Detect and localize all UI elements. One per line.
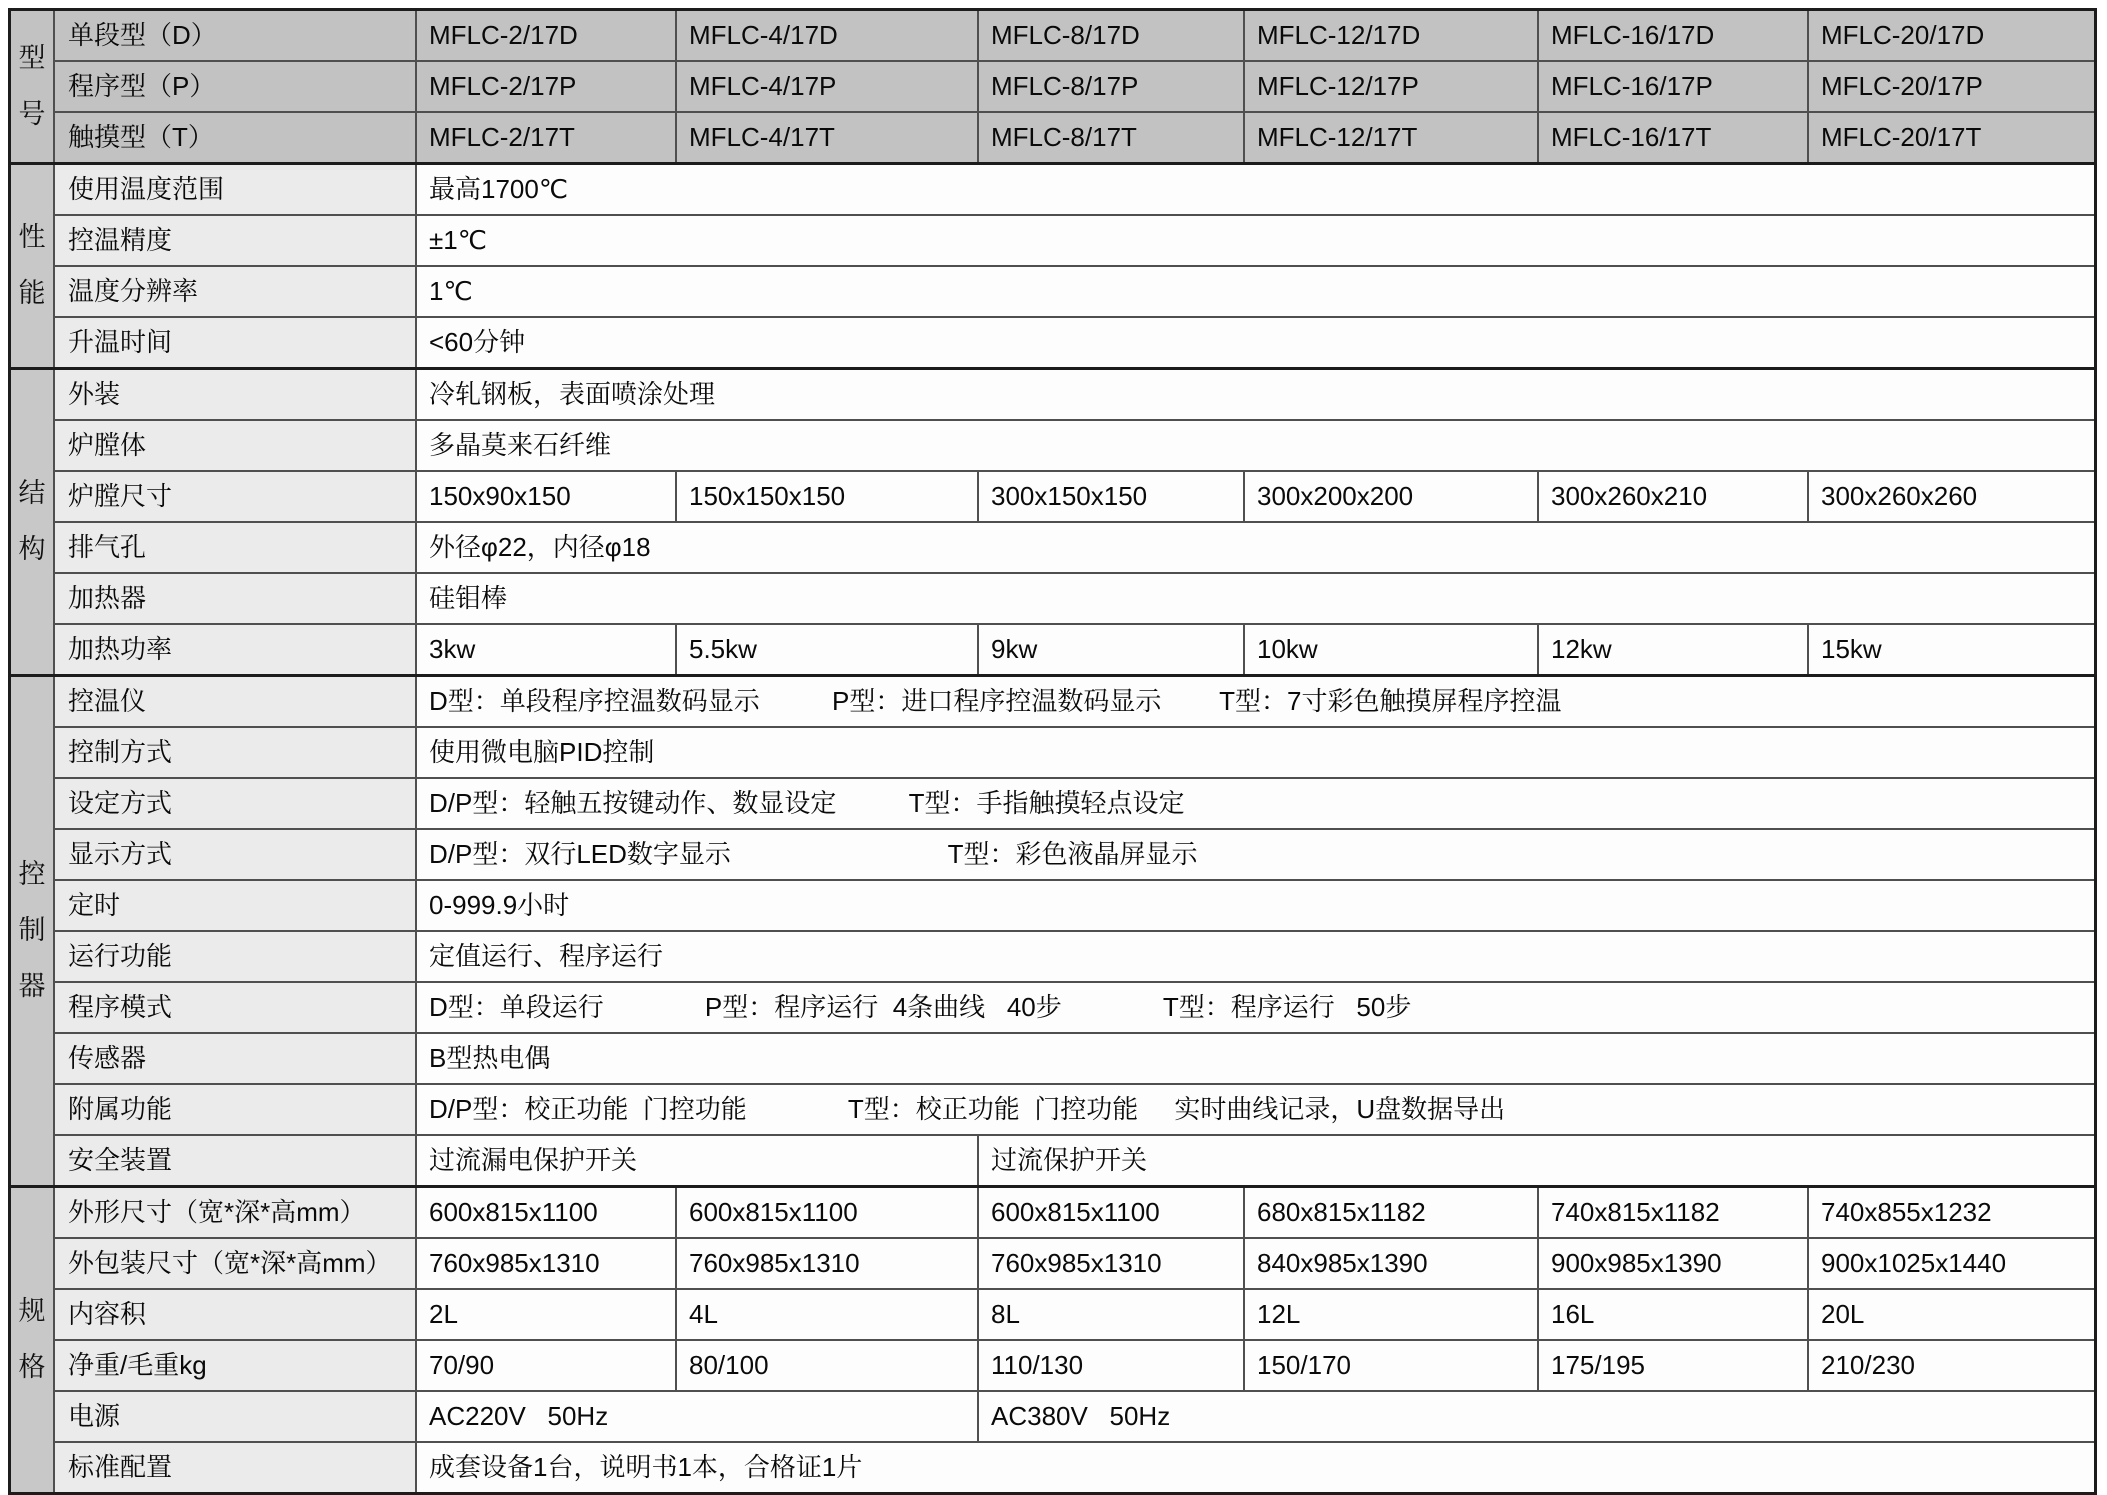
spec-cell: 300x260x210 (1539, 472, 1807, 521)
spec-cell: 840x985x1390 (1245, 1239, 1537, 1288)
spec-cell: 使用微电脑PID控制 (417, 728, 2094, 777)
spec-cell: 760x985x1310 (417, 1239, 675, 1288)
section-band (11, 165, 53, 367)
row-label: 加热功率 (55, 625, 415, 674)
spec-cell: 3kw (417, 625, 675, 674)
row-label: 单段型（D） (55, 11, 415, 60)
spec-cell: 760x985x1310 (677, 1239, 977, 1288)
spec-cell: 70/90 (417, 1341, 675, 1390)
section-band (11, 11, 53, 162)
row-label: 标准配置 (55, 1443, 415, 1492)
section-结构 (11, 367, 2094, 674)
spec-cell: 过流漏电保护开关 (417, 1136, 977, 1185)
spec-cell: MFLC-20/17T (1809, 113, 2094, 162)
section-band-char: 规 (18, 1296, 46, 1327)
spec-cell: MFLC-8/17P (979, 62, 1243, 111)
section-band-char: 构 (18, 534, 46, 564)
row-label: 排气孔 (55, 523, 415, 572)
spec-cell: 9kw (979, 625, 1243, 674)
row-label: 触摸型（T） (55, 113, 415, 162)
row-label: 运行功能 (55, 932, 415, 981)
row-label: 安全装置 (55, 1136, 415, 1185)
spec-cell: 300x260x260 (1809, 472, 2094, 521)
row-label: 显示方式 (55, 830, 415, 879)
spec-cell: MFLC-12/17P (1245, 62, 1537, 111)
section-band-char: 能 (18, 278, 46, 308)
spec-cell: 110/130 (979, 1341, 1243, 1390)
spec-cell: 成套设备1台，说明书1本，合格证1片 (417, 1443, 2094, 1492)
section-band-char: 号 (18, 98, 46, 129)
row-label: 程序型（P） (55, 62, 415, 111)
row-label: 外包装尺寸（宽*深*高mm） (55, 1239, 415, 1288)
spec-cell: 740x815x1182 (1539, 1188, 1807, 1237)
row-label: 内容积 (55, 1290, 415, 1339)
row-label: 外装 (55, 370, 415, 419)
spec-cell: D型：单段运行 P型：程序运行 4条曲线 40步 T型：程序运行 50步 (417, 983, 2094, 1032)
spec-cell: 8L (979, 1290, 1243, 1339)
spec-cell: 过流保护开关 (979, 1136, 2094, 1185)
spec-table (8, 8, 2097, 1495)
spec-cell: MFLC-12/17D (1245, 11, 1537, 60)
spec-cell: MFLC-20/17P (1809, 62, 2094, 111)
spec-cell: MFLC-12/17T (1245, 113, 1537, 162)
section-band (11, 1188, 53, 1492)
row-label: 控温精度 (55, 216, 415, 265)
row-label: 炉膛体 (55, 421, 415, 470)
spec-cell: <60分钟 (417, 318, 2094, 367)
spec-cell: B型热电偶 (417, 1034, 2094, 1083)
section-band-char: 制 (18, 915, 46, 946)
spec-cell: 16L (1539, 1290, 1807, 1339)
spec-cell: 900x985x1390 (1539, 1239, 1807, 1288)
row-label: 升温时间 (55, 318, 415, 367)
row-label: 定时 (55, 881, 415, 930)
spec-cell: 680x815x1182 (1245, 1188, 1537, 1237)
spec-cell: 最高1700℃ (417, 165, 2094, 214)
spec-cell: MFLC-2/17T (417, 113, 675, 162)
row-label: 设定方式 (55, 779, 415, 828)
spec-cell: D/P型：校正功能 门控功能 T型：校正功能 门控功能 实时曲线记录，U盘数据导出 (417, 1085, 2094, 1134)
spec-cell: 150x150x150 (677, 472, 977, 521)
spec-cell: 210/230 (1809, 1341, 2094, 1390)
row-label: 传感器 (55, 1034, 415, 1083)
spec-cell: 10kw (1245, 625, 1537, 674)
row-label: 程序模式 (55, 983, 415, 1032)
row-label: 使用温度范围 (55, 165, 415, 214)
section-band-char: 器 (18, 970, 46, 1001)
row-label: 炉膛尺寸 (55, 472, 415, 521)
row-label: 外形尺寸（宽*深*高mm） (55, 1188, 415, 1237)
section-band-char: 格 (18, 1352, 46, 1382)
spec-cell: ±1℃ (417, 216, 2094, 265)
section-性能 (11, 162, 2094, 367)
spec-cell: 175/195 (1539, 1341, 1807, 1390)
spec-cell: MFLC-4/17T (677, 113, 977, 162)
spec-cell: 150x90x150 (417, 472, 675, 521)
spec-cell: MFLC-16/17D (1539, 11, 1807, 60)
spec-cell: D型：单段程序控温数码显示 P型：进口程序控温数码显示 T型：7寸彩色触摸屏程序控温 (417, 677, 2094, 726)
spec-cell: 15kw (1809, 625, 2094, 674)
spec-cell: 740x855x1232 (1809, 1188, 2094, 1237)
section-控制器 (11, 674, 2094, 1185)
row-label: 控制方式 (55, 728, 415, 777)
spec-cell: MFLC-2/17D (417, 11, 675, 60)
spec-cell: D/P型：双行LED数字显示 T型：彩色液晶屏显示 (417, 830, 2094, 879)
spec-cell: 80/100 (677, 1341, 977, 1390)
spec-cell: 1℃ (417, 267, 2094, 316)
spec-cell: MFLC-20/17D (1809, 11, 2094, 60)
spec-cell: 20L (1809, 1290, 2094, 1339)
section-band-char: 控 (18, 859, 46, 890)
spec-cell: 760x985x1310 (979, 1239, 1243, 1288)
spec-cell: MFLC-4/17P (677, 62, 977, 111)
spec-cell: 2L (417, 1290, 675, 1339)
spec-cell: 600x815x1100 (417, 1188, 675, 1237)
row-label: 电源 (55, 1392, 415, 1441)
spec-cell: 300x150x150 (979, 472, 1243, 521)
spec-cell: AC220V 50Hz (417, 1392, 977, 1441)
spec-cell: 多晶莫来石纤维 (417, 421, 2094, 470)
row-label: 净重/毛重kg (55, 1341, 415, 1390)
section-band-char: 性 (18, 222, 46, 253)
row-label: 加热器 (55, 574, 415, 623)
spec-cell: 0-999.9小时 (417, 881, 2094, 930)
spec-cell: 150/170 (1245, 1341, 1537, 1390)
section-band (11, 677, 53, 1185)
spec-cell: 定值运行、程序运行 (417, 932, 2094, 981)
section-型号 (11, 11, 2094, 162)
spec-cell: 硅钼棒 (417, 574, 2094, 623)
section-band-char: 型 (18, 42, 46, 73)
spec-cell: 300x200x200 (1245, 472, 1537, 521)
row-label: 控温仪 (55, 677, 415, 726)
spec-cell: 600x815x1100 (979, 1188, 1243, 1237)
spec-cell: MFLC-8/17D (979, 11, 1243, 60)
spec-cell: 4L (677, 1290, 977, 1339)
section-band (11, 370, 53, 674)
spec-cell: MFLC-2/17P (417, 62, 675, 111)
spec-cell: MFLC-16/17P (1539, 62, 1807, 111)
spec-cell: 冷轧钢板，表面喷涂处理 (417, 370, 2094, 419)
spec-cell: 5.5kw (677, 625, 977, 674)
spec-cell: D/P型：轻触五按键动作、数显设定 T型：手指触摸轻点设定 (417, 779, 2094, 828)
section-规格 (11, 1185, 2094, 1492)
section-band-char: 结 (18, 478, 46, 509)
spec-cell: 12kw (1539, 625, 1807, 674)
spec-cell: 12L (1245, 1290, 1537, 1339)
row-label: 温度分辨率 (55, 267, 415, 316)
row-label: 附属功能 (55, 1085, 415, 1134)
spec-cell: 外径φ22，内径φ18 (417, 523, 2094, 572)
spec-cell: MFLC-16/17T (1539, 113, 1807, 162)
spec-cell: 900x1025x1440 (1809, 1239, 2094, 1288)
spec-cell: MFLC-8/17T (979, 113, 1243, 162)
spec-cell: MFLC-4/17D (677, 11, 977, 60)
spec-cell: AC380V 50Hz (979, 1392, 2094, 1441)
spec-cell: 600x815x1100 (677, 1188, 977, 1237)
